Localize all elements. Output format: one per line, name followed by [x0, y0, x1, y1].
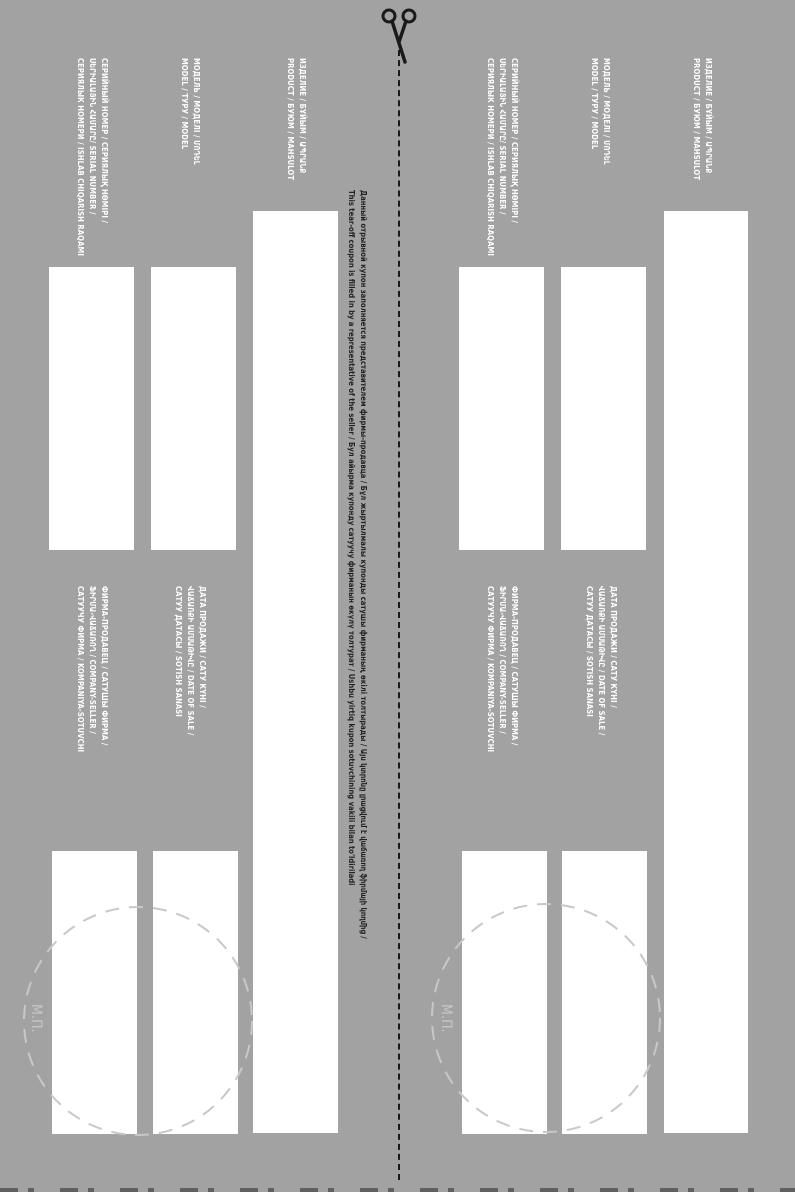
left-date-label: ДАТА ПРОДАЖИ / САТУ КҮНІ / ՎԱՃԱՌՔԻ ԱՄՍԱԹԻՎԸ / DATE OF SALE / САТУУ ДАТАСЫ / SOTISH SANASI: [174, 586, 207, 736]
scissors-icon: [380, 6, 418, 64]
right-seller-label: ФИРМА-ПРОДАВЕЦ / САТУШЫ ФИРМА / ՖԻՐՄԱ-ՎԱՃԱՌՈՂ / COMPANY-SELLER / САТУУЧУ ФИРМА / KOMPANIYA-SOTUVCHI: [486, 586, 519, 753]
left-model-label: МОДЕЛЬ / МОДЕЛІ / ՄՈԴԵԼ MODEL / ТУРУ / MODEL: [180, 58, 201, 165]
right-model-label: МОДЕЛЬ / МОДЕЛІ / ՄՈԴԵԼ MODEL / ТУРУ / MODEL: [590, 58, 611, 165]
fill-notice: Данный отрывной купон заполняется представителем фирмы-продавца / Бұл жыртылмалы купонды сатушы фирманың өкілі толтырады / Այս կտրոնը լրացվում է վաճառող ֆիրմայի կողմից / This tear-off coupon is filled in by a representative of the seller / Бул айырма купонду сатуучу фирманын өкүлү толтурат / Ushbu yirtiq kupon sotuvchining vakili bilan to'ldiriladi: [347, 190, 368, 939]
left-product-label: ИЗДЕЛИЕ / БҰЙЫМ / ԱՊՐԱՆՔ PRODUCT / БУЮМ / MAHSULOT: [286, 58, 307, 181]
left-seller-label: ФИРМА-ПРОДАВЕЦ / САТУШЫ ФИРМА / ՖԻՐՄԱ-ՎԱՃԱՌՈՂ / COMPANY-SELLER / САТУУЧУ ФИРМА / KOMPANIYA-SOTUVCHI: [76, 586, 109, 753]
right-serial-label: СЕРИЙНЫЙ НОМЕР / СЕРИЯЛЫҚ НӨМІРІ / ՍԵՐԻԱԼԱՅԻՆ ՀԱՄԱՐԸ/ SERIAL NUMBER / СЕРИЯЛЫК НОМЕРИ / ISHLAB CHIQARISH RAQAMI: [486, 58, 519, 257]
right-model-field[interactable]: [561, 267, 646, 550]
left-product-field[interactable]: [253, 211, 338, 1133]
right-serial-field[interactable]: [459, 267, 544, 550]
right-product-label: ИЗДЕЛИЕ / БҰЙЫМ / ԱՊՐԱՆՔ PRODUCT / БУЮМ / MAHSULOT: [692, 58, 713, 181]
left-serial-field[interactable]: [49, 267, 134, 550]
right-stamp-circle: [428, 900, 664, 1136]
right-product-field[interactable]: [664, 211, 748, 1133]
left-model-field[interactable]: [151, 267, 236, 550]
cut-line: [398, 40, 400, 1180]
left-stamp-label: М.П.: [28, 1004, 44, 1033]
right-date-label: ДАТА ПРОДАЖИ / САТУ КҮНІ / ՎԱՃԱՌՔԻ ԱՄՍԱԹԻՎԸ / DATE OF SALE / САТУУ ДАТАСЫ / SOTISH SANASI: [585, 586, 618, 736]
bottom-edge-marks: [0, 1188, 795, 1192]
left-stamp-circle: [20, 903, 256, 1139]
left-serial-label: СЕРИЙНЫЙ НОМЕР / СЕРИЯЛЫҚ НӨМІРІ / ՍԵՐԻԱԼԱՅԻՆ ՀԱՄԱՐԸ/ SERIAL NUMBER / СЕРИЯЛЫК НОМЕРИ / ISHLAB CHIQARISH RAQAMI: [76, 58, 109, 257]
right-stamp-label: М.П.: [438, 1004, 454, 1033]
